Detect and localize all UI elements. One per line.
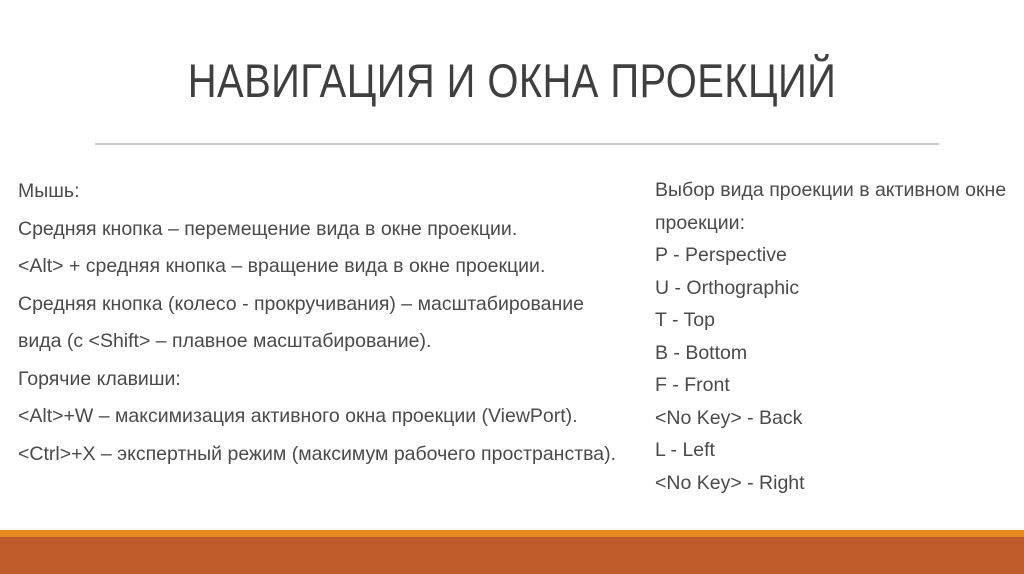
left-text-column xyxy=(18,173,643,473)
body-line: Средняя кнопка (колесо - прокручивания) – масштабирование xyxy=(18,292,585,315)
body-line: <No Key> - Right xyxy=(655,471,805,494)
right-text-column xyxy=(655,174,1015,499)
body-line: L - Left xyxy=(655,439,715,461)
body-line: Средняя кнопка – перемещение вида в окне проекции. xyxy=(18,217,518,240)
body-line: <No Key> - Back xyxy=(655,406,803,429)
body-line: вида (с <Shift> – плавное масштабирование). xyxy=(18,330,432,352)
title-divider-line xyxy=(95,143,939,145)
body-line: проекции: xyxy=(655,211,745,234)
body-line: F - Front xyxy=(655,374,730,396)
slide-title: НАВИГАЦИЯ И ОКНА ПРОЕКЦИЙ xyxy=(187,54,837,107)
body-line: B - Bottom xyxy=(655,341,748,364)
body-line: <Alt> + средняя кнопка – вращение вида в окне проекции. xyxy=(18,255,546,277)
body-line: P - Perspective xyxy=(655,244,787,266)
body-line: Выбор вида проекции в активном окне xyxy=(655,179,1007,201)
body-line: <Alt>+W – максимизация активного окна проекции (ViewPort). xyxy=(18,405,578,427)
body-line: U - Orthographic xyxy=(655,276,800,299)
body-line: Мышь: xyxy=(18,180,80,202)
footer-bar xyxy=(0,537,1024,574)
footer-accent-stripe xyxy=(0,530,1024,537)
body-line: <Ctrl>+X – экспертный режим (максимум рабочего пространства). xyxy=(18,442,617,465)
body-line: Горячие клавиши: xyxy=(18,367,181,390)
body-line: T - Top xyxy=(655,309,715,331)
